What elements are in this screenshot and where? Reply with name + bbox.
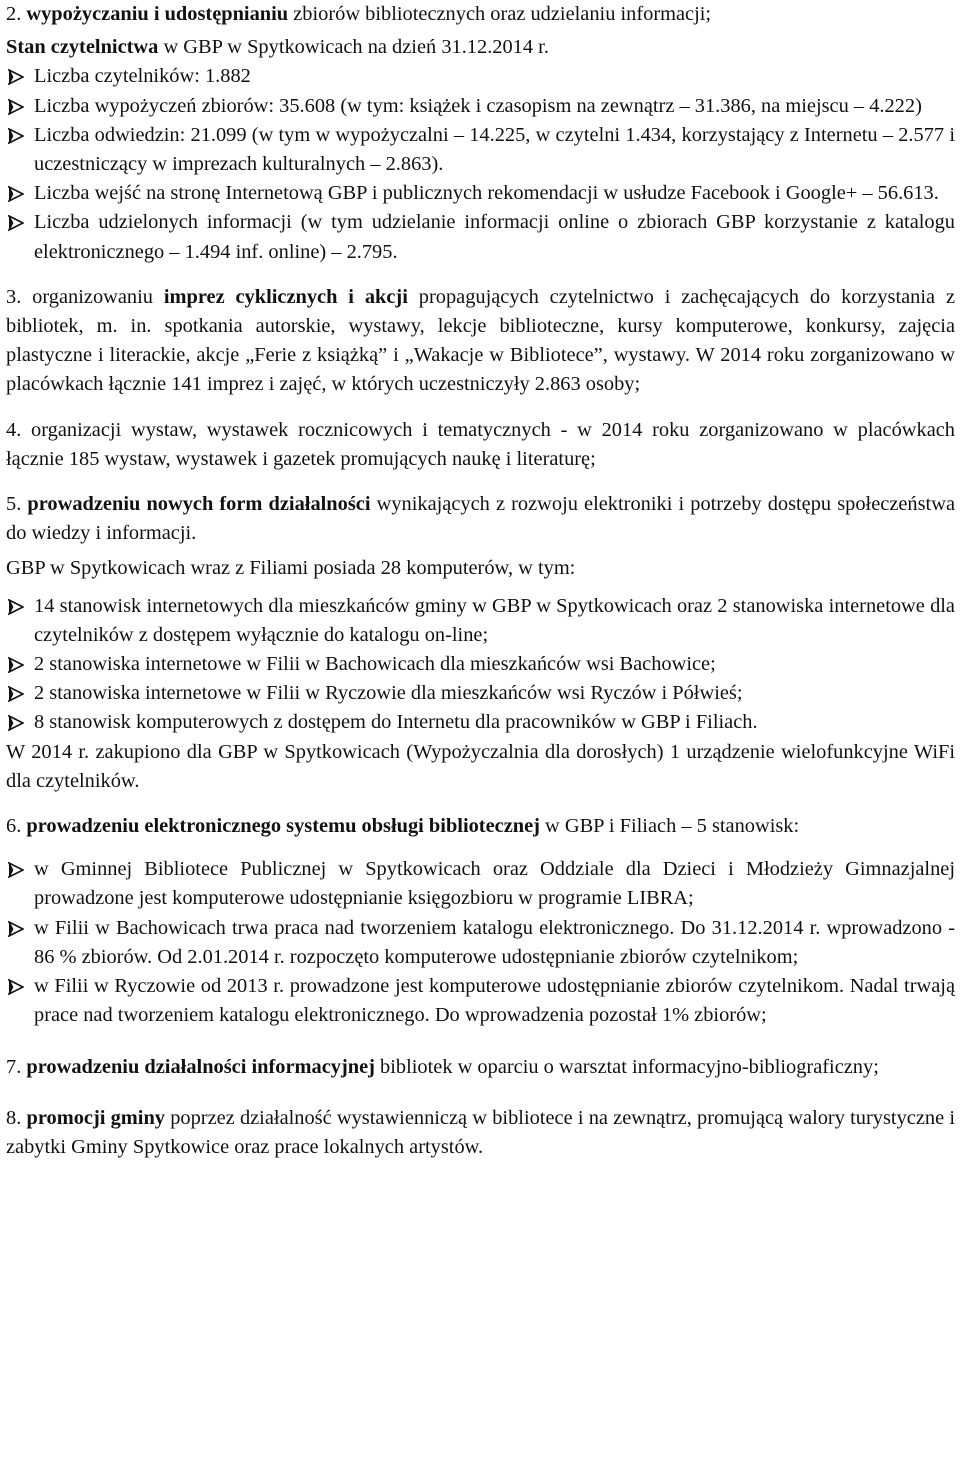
list-item: Liczba czytelników: 1.882 — [6, 62, 955, 91]
stats-list — [6, 62, 955, 266]
purchase-paragraph: W 2014 r. zakupiono dla GBP w Spytkowicach (Wypożyczalnia dla dorosłych) 1 urządzenie wielofunkcyjne WiFi dla czytelników. — [6, 740, 955, 792]
computers-list — [6, 592, 955, 738]
list-item: w Filii w Ryczowie od 2013 r. prowadzone jest komputerowe udostępnianie zbiorów czytelnikom. Nadal trwają prace nad tworzeniem katalogu elektronicznego. Do wprowadzenia pozostał 1% zbiorów; — [6, 972, 955, 1030]
list-item: Liczba udzielonych informacji (w tym udzielanie informacji online o zbiorach GBP korzystanie z katalogu elektronicznego – 1.494 inf. online) – 2.795. — [6, 208, 955, 266]
arrow-bullet-icon — [8, 715, 24, 731]
reading-status-heading: Stan czytelnictwa w GBP w Spytkowicach na dzień 31.12.2014 r. — [6, 36, 549, 59]
arrow-bullet-icon — [8, 69, 24, 85]
section-8-paragraph: 8. promocji gminy poprzez działalność wystawienniczą w bibliotece i na zewnątrz, promującą walory turystyczne i zabytki Gminy Spytkowice oraz prace lokalnych artystów. — [6, 1106, 955, 1158]
list-item: 8 stanowisk komputerowych z dostępem do Internetu dla pracowników w GBP i Filiach. — [6, 708, 955, 737]
arrow-bullet-icon — [8, 128, 24, 144]
section-7-paragraph: 7. prowadzeniu działalności informacyjnej bibliotek w oparciu o warsztat informacyjno-bibliograficzny; — [6, 1055, 879, 1078]
list-item: Liczba odwiedzin: 21.099 (w tym w wypożyczalni – 14.225, w czytelni 1.434, korzystający z Internetu – 2.577 i uczestniczący w imprezach kulturalnych – 2.863). — [6, 121, 955, 179]
section-4-paragraph: 4. organizacji wystaw, wystawek rocznicowych i tematycznych - w 2014 roku zorganizowano w placówkach łącznie 185 wystaw, wystawek i gazetek promujących naukę i literaturę; — [6, 418, 955, 470]
arrow-bullet-icon — [8, 686, 24, 702]
arrow-bullet-icon — [8, 862, 24, 878]
arrow-bullet-icon — [8, 921, 24, 937]
arrow-bullet-icon — [8, 599, 24, 615]
arrow-bullet-icon — [8, 215, 24, 231]
arrow-bullet-icon — [8, 99, 24, 115]
arrow-bullet-icon — [8, 979, 24, 995]
arrow-bullet-icon — [8, 657, 24, 673]
section-5-paragraph: 5. prowadzeniu nowych form działalności wynikających z rozwoju elektroniki i potrzeby dostępu społeczeństwa do wiedzy i informacji. — [6, 493, 955, 545]
section-2-heading: 2. wypożyczaniu i udostępnianiu zbiorów bibliotecznych oraz udzielaniu informacji; — [6, 3, 712, 25]
list-item: 2 stanowiska internetowe w Filii w Ryczowie dla mieszkańców wsi Ryczów i Półwieś; — [6, 679, 955, 708]
section-6-paragraph: 6. prowadzeniu elektronicznego systemu obsługi bibliotecznej w GBP i Filiach – 5 stanowisk: — [6, 815, 800, 838]
system-list — [6, 855, 955, 1030]
list-item: w Gminnej Bibliotece Publicznej w Spytkowicach oraz Oddziale dla Dzieci i Młodzieży Gimnazjalnej prowadzone jest komputerowe udostępnianie księgozbioru w programie LIBRA; — [6, 855, 955, 913]
list-item: Liczba wypożyczeń zbiorów: 35.608 (w tym: książek i czasopism na zewnątrz – 31.386, na miejscu – 4.222) — [6, 92, 955, 121]
list-item: 14 stanowisk internetowych dla mieszkańców gminy w GBP w Spytkowicach oraz 2 stanowiska internetowe dla czytelników z dostępem wyłącznie do katalogu on-line; — [6, 592, 955, 650]
list-item: Liczba wejść na stronę Internetową GBP i publicznych rekomendacji w usłudze Facebook i Google+ – 56.613. — [6, 179, 955, 208]
list-item: 2 stanowiska internetowe w Filii w Bachowicach dla mieszkańców wsi Bachowice; — [6, 650, 955, 679]
list-item: w Filii w Bachowicach trwa praca nad tworzeniem katalogu elektronicznego. Do 31.12.2014 r. wprowadzono - 86 % zbiorów. Od 2.01.2014 r. rozpoczęto komputerowe udostępnianie zbiorów czytelnikom; — [6, 914, 955, 972]
arrow-bullet-icon — [8, 186, 24, 202]
section-3-paragraph: 3. organizowaniu imprez cyklicznych i akcji propagujących czytelnictwo i zachęcających do korzystania z bibliotek, m. in. spotkania autorskie, wystawy, lekcje biblioteczne, kursy komputerowe, konkursy, zajęcia plastyczne i literackie, akcje „Ferie z książką” i „Wakacje w Bibliotece”, wystawy. W 2014 roku zorganizowano w placówkach łącznie 141 imprez i zajęć, w których uczestniczyły 2.863 osoby; — [6, 285, 955, 396]
computers-intro: GBP w Spytkowicach wraz z Filiami posiada 28 komputerów, w tym: — [6, 557, 576, 580]
